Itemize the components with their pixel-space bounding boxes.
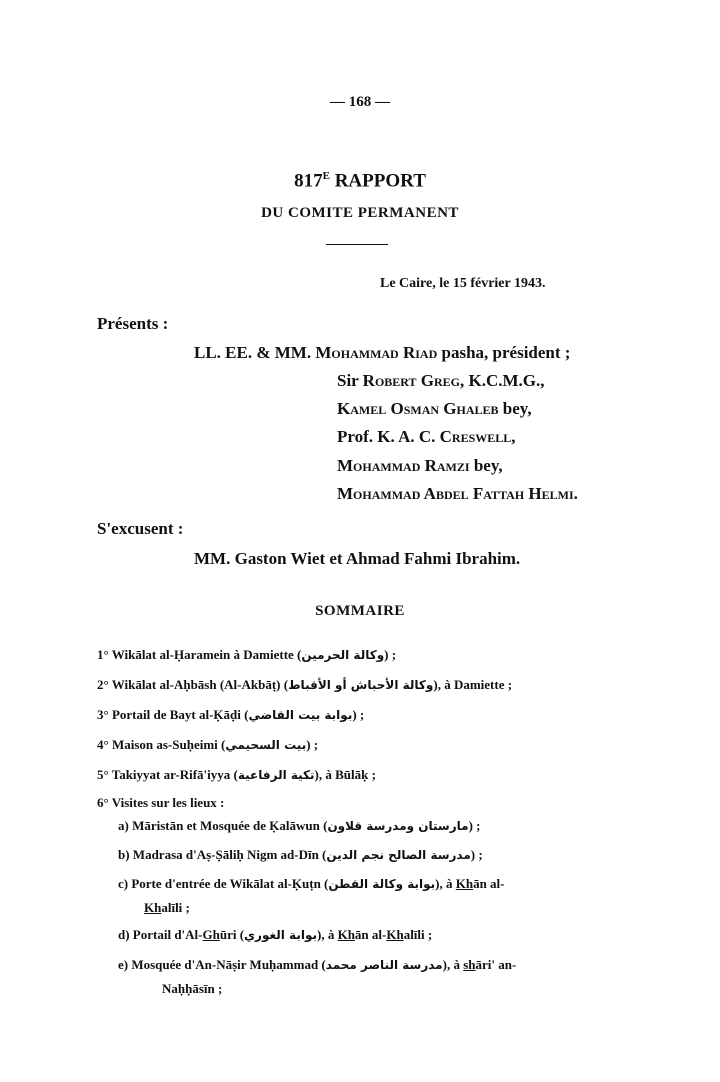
member-prefix: Sir [337,371,363,390]
item-text: 4° Maison as-Suḥeimi ( [97,737,226,752]
item-text: ), à Būlāḳ ; [314,767,376,782]
sommaire-item-6: 6° Visites sur les lieux : [97,795,225,810]
report-number-suffix: E [322,170,330,182]
item-text: ), à [316,927,338,942]
sub-item-e [118,957,516,973]
arabic-name: وكالة الحرمين [301,648,385,662]
title-divider [326,244,388,245]
presents-lead: LL. EE. & MM. [194,343,312,362]
report-number: 817 [294,170,323,192]
member-name: Mohammad Ramzi [337,456,470,475]
item-text: c) Porte d'entrée de Wikālat al-Ḳuṭn ( [118,876,329,891]
arabic-name: مارستان ومدرسة قلاون [327,819,469,833]
item-text: ) ; [468,818,481,833]
sub-item-a [118,818,480,834]
item-text: āri' an- [475,957,517,972]
member-greg [337,371,545,391]
member-riad [194,343,570,363]
item-text: ), à [435,876,456,891]
transliteration-digraph: Kh [455,876,474,891]
member-title: . [573,484,578,503]
arabic-name: تكية الرفاعية [237,768,315,782]
transliteration-digraph: Kh [386,927,404,942]
item-text: 3° Portail de Bayt al-Ḳāḍi ( [97,707,249,722]
excusent-names: MM. Gaston Wiet et Ahmad Fahmi Ibrahim. [194,549,521,568]
member-ghaleb [337,399,532,419]
arabic-name: بوابة بيت القاضي [248,708,353,722]
sub-item-c [118,876,505,892]
item-text: 5° Takiyyat ar-Rifā'iyya ( [97,767,238,782]
dateline: Le Caire, le 15 février 1943. [380,276,546,291]
member-ramzi [337,456,503,476]
member-name: Mohammad Riad [315,343,438,362]
sub-item-b [118,847,483,863]
member-name: Creswell [439,427,512,446]
member-helmi [337,484,578,504]
page-number: — 168 — [330,94,390,110]
report-title [0,170,720,192]
item-text: ūri ( [219,927,245,942]
report-subtitle: DU COMITE PERMANENT [261,205,459,221]
member-name: Mohammad Abdel Fattah Helmi [337,484,574,503]
arabic-name: بوابة وكالة القطن [328,877,436,891]
arabic-name: مدرسة الناصر محمد [325,958,443,972]
item-text: 2° Wikālat al-Aḥbāsh (Al-Akbāṭ) ( [97,677,289,692]
member-title: , K.C.M.G., [460,371,545,390]
item-text: ān al- [473,876,505,891]
transliteration-digraph: Kh [144,900,162,915]
sommaire-item-5 [97,767,376,783]
item-text: alīli ; [161,900,190,915]
arabic-name: وكالة الأحباش أو الأقباط [288,678,434,692]
member-title: , [511,427,516,446]
item-text: alīli ; [403,927,433,942]
sommaire-item-4 [97,737,318,753]
member-title: pasha, président ; [437,343,571,362]
member-prefix: Prof. K. A. C. [337,427,440,446]
sommaire-item-2 [97,677,512,693]
item-text: ), à Damiette ; [433,677,513,692]
item-text: ), à [442,957,464,972]
sommaire-heading: SOMMAIRE [315,603,405,619]
report-word: RAPPORT [334,170,426,192]
sub-item-d [118,927,432,943]
sub-item-e-continued: Naḥḥāsīn ; [162,981,223,996]
member-title: bey, [469,456,503,475]
item-text: ) ; [352,707,365,722]
arabic-name: بوابة الغوري [244,928,317,942]
transliteration-digraph: Gh [202,927,220,942]
member-name: Robert Greg [362,371,461,390]
member-name: Kamel Osman Ghaleb [337,399,499,418]
transliteration-digraph: Kh [337,927,355,942]
item-text: ān al- [354,927,387,942]
item-text: b) Madrasa d'Aṣ-Ṣāliḥ Nigm ad-Dīn ( [118,847,327,862]
transliteration-digraph: sh [463,957,476,972]
sommaire-item-3 [97,707,364,723]
item-text: 1° Wikālat al-Ḥaramein à Damiette ( [97,647,302,662]
arabic-name: بيت السحيمي [225,738,307,752]
member-creswell [337,427,516,447]
sommaire-item-1 [97,647,396,663]
member-title: bey, [498,399,532,418]
sub-item-c-continued [144,900,190,916]
item-text: d) Portail d'Al- [118,927,203,942]
item-text: a) Māristān et Mosquée de Ḳalāwun ( [118,818,328,833]
presents-label: Présents : [97,314,169,333]
item-text: ) ; [384,647,397,662]
item-text: ) ; [306,737,319,752]
excusent-label: S'excusent : [97,519,184,538]
arabic-name: مدرسة الصالح نجم الدين [326,848,471,862]
item-text: e) Mosquée d'An-Nāṣir Muḥammad ( [118,957,326,972]
item-text: ) ; [470,847,483,862]
